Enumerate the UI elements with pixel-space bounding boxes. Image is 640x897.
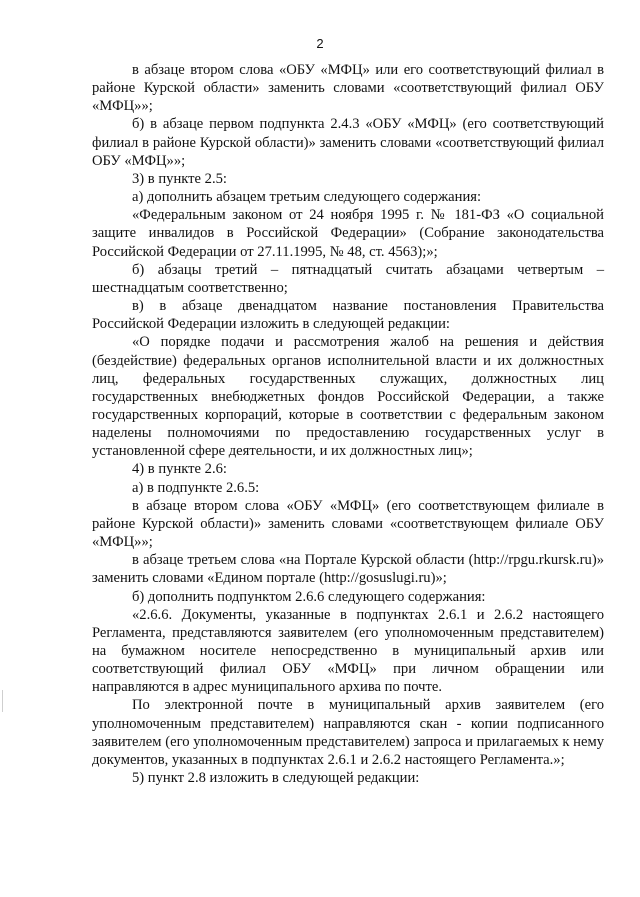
paragraph-6: б) абзацы третий – пятнадцатый считать абзацами четвертым – шестнадцатым соответственно; [92, 261, 604, 296]
paragraph-15: По электронной почте в муниципальный архив заявителем (его уполномоченным представителем) направляются скан - копии подписанного заявителем (его уполномоченным представителем) запроса и прилагаемых к нему документов, указанных в подпунктах 2.6.1 и 2.6.2 настоящего Регламента.»; [92, 697, 604, 768]
paragraph-3: 3) в пункте 2.5: [132, 170, 227, 187]
paragraph-9: 4) в пункте 2.6: [132, 461, 227, 478]
paragraph-13: б) дополнить подпунктом 2.6.6 следующего содержания: [132, 588, 486, 605]
paragraph-7: в) в абзаце двенадцатом название постановления Правительства Российской Федерации изложить в следующей редакции: [92, 298, 604, 333]
paragraph-5: «Федеральным законом от 24 ноября 1995 г. № 181-ФЗ «О социальной защите инвалидов в Российской Федерации» (Собрание законодательства Российской Федерации от 27.11.1995, № 48, ст. 4563);»; [92, 207, 604, 260]
page-number: 2 [316, 36, 324, 51]
paragraph-14: «2.6.6. Документы, указанные в подпунктах 2.6.1 и 2.6.2 настоящего Регламента, представляются заявителем (его уполномоченным представителем) на бумажном носителе непосредственно в муниципальный архив или соответствующий филиал ОБУ «МФЦ» при личном обращении или направляются в адрес муниципального архива по почте. [92, 606, 604, 696]
paragraph-11: в абзаце втором слова «ОБУ «МФЦ» (его соответствующем филиале в районе Курской области)» заменить словами «соответствующем филиале ОБУ «МФЦ»»; [92, 497, 604, 551]
scan-margin-mark [2, 690, 3, 712]
paragraph-8: «О порядке подачи и рассмотрения жалоб на решения и действия (бездействие) федеральных органов исполнительной власти и их должностных лиц, федеральных государственных служащих, должностных лиц государственных внебюджетных фондов Российской Федерации, а также государственных корпораций, которые в соответствии с федеральным законом наделены полномочиями по предоставлению государственных услуг в установленной сфере деятельности, и их должностных лиц»; [92, 334, 604, 460]
paragraph-10: а) в подпункте 2.6.5: [132, 479, 260, 496]
document-body [92, 61, 604, 787]
paragraph-16: 5) пункт 2.8 изложить в следующей редакции: [132, 770, 420, 787]
paragraph-4: а) дополнить абзацем третьим следующего содержания: [132, 189, 482, 206]
paragraph-1: в абзаце втором слова «ОБУ «МФЦ» или его соответствующий филиал в районе Курской области» заменить словами «соответствующий филиал ОБУ «МФЦ»»; [92, 62, 604, 115]
paragraph-2: б) в абзаце первом подпункта 2.4.3 «ОБУ «МФЦ» (его соответствующий филиал в районе Курской области)» заменить словами «соответствующий филиал ОБУ «МФЦ»»; [92, 116, 604, 169]
paragraph-12: в абзаце третьем слова «на Порталe Курской области (http://rpgu.rkursk.ru)» заменить словами «Едином портале (http://gosuslugi.ru)»; [92, 552, 604, 587]
